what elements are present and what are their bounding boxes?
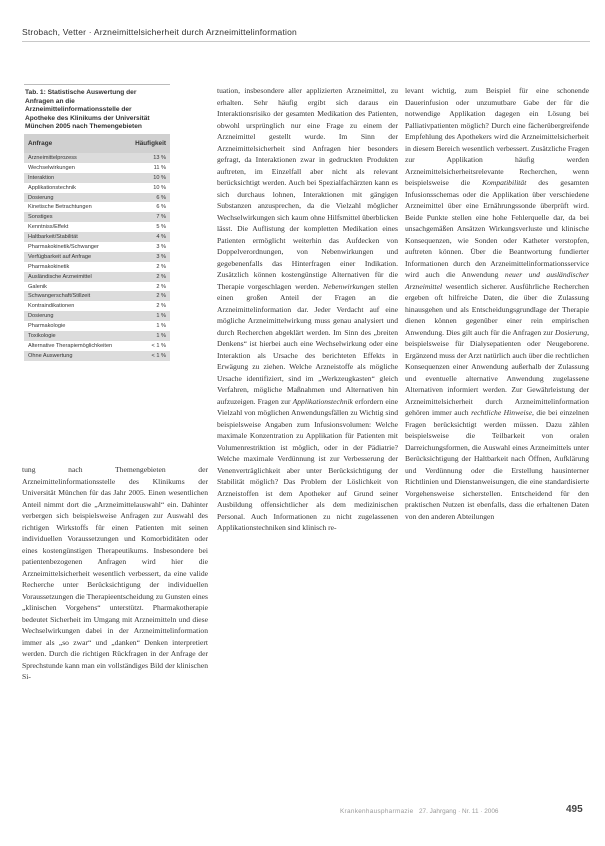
table-row bbox=[24, 173, 170, 183]
column-3-text-e: , die bei einzelnen Fragen berücksichtigt werden müssen. Dazu zählen beispielsweise die Teilbarkeit von oralen Darreichungsformen, die Auswahl eines Arzneimittels unter Berücksichtigung der Haltbarkeit nach Öffnen, Aufklärung und Verdünnung oder die Erstellung hausinterner Richtlinien und Dienstanweisungen, die eine standardisierte Vorgehensweise sicherstellen. Entscheidend für den praktischen Nutzen ist ebenfalls, dass die erhaltenen Daten von den anderen Abteilungen bbox=[405, 408, 589, 521]
table-cell-topic: Arzneimittelprozess bbox=[24, 153, 131, 163]
column-2-text-c: erfordern eine Vielzahl von möglichen Anwendungsfällen zu Wichtig sind beispielsweise Angaben zum Infusionsvolumen: Welche maximale Konzentration zu Applikation für Patienten mit Volumenrestriktion ist möglich, oder in der Pädiatrie? Welche maximale Verdünnung ist zur Verbesserung der Venenverträglichkeit aber unter Berücksichtigung der Stabilität möglich? Das Problem der Löslichkeit von Arzneistoffen ist dem Apotheker auf Grund seiner Ausbildung offensichtlicher als dem medizinischen Personal. Auch Informationen zu nicht zugelassenen Applikationstechniken sind klinisch re- bbox=[217, 396, 398, 532]
table-cell-topic: Galenik bbox=[28, 283, 47, 290]
table-cell-frequency: 3 % bbox=[156, 243, 166, 250]
table-cell-frequency: < 1 % bbox=[151, 342, 166, 349]
column-3-text-d: , beispielsweise für Dialysepatienten oder Neugeborene. Ergänzend muss der Arzt natürlich auch über die rechtlichen Konsequenzen einer Anwendung außerhalb der Zulassung und eventuelle alternative Anwendung zugelassene Alternativen informiert werden. Zur Gewährleistung der Arzneimittelsicherheit durch Arzneimittelinformation gehören immer auch bbox=[405, 327, 589, 417]
table-cell-topic: Interaktion bbox=[24, 173, 131, 183]
table-cell-frequency: 3 % bbox=[131, 252, 170, 262]
table-header-frequency: Häufigkeit bbox=[131, 134, 170, 153]
running-header: Strobach, Vetter · Arzneimittelsicherheit durch Arzneimittelinformation bbox=[22, 27, 297, 37]
table-cell-topic: Alternative Therapiemöglichkeiten bbox=[28, 342, 113, 349]
table-row bbox=[24, 272, 170, 282]
table-cell-frequency: 2 % bbox=[156, 263, 166, 270]
statistics-table bbox=[24, 134, 170, 361]
footer-volume-info: 27. Jahrgang · Nr. 11 · 2006 bbox=[419, 808, 499, 815]
column-3-text-b: des gesamten Infusionsschemas oder die Applikation über verschiedene Arzneimittel über eine Ernährungssonde überprüft wird. Beide Punkte stellen eine hohe Fehlerquelle dar, da bei unsachgemäßen Ansätzen Wirkungsverluste und klinische Konsequenzen, wie Sonden oder Katheter verstopfen, auftreten können. Über die Beantwortung fundierter Informationen durch den Arzneimittelinformationsservice wird auch die Anwendung bbox=[405, 178, 589, 279]
table-cell-topic: Dosierung bbox=[24, 193, 131, 203]
column-2 bbox=[217, 85, 398, 534]
column-3 bbox=[405, 85, 589, 522]
column-3-emphasis-1: Kompatibilität bbox=[482, 178, 527, 187]
table-row bbox=[24, 193, 170, 203]
table-cell-topic: Haltbarkeit/Stabilität bbox=[24, 232, 131, 242]
header-rule bbox=[22, 41, 590, 42]
column-2-emphasis-1: Nebenwirkungen bbox=[323, 281, 375, 291]
table-cell-topic: Sonstiges bbox=[24, 212, 131, 222]
table-row bbox=[24, 212, 170, 222]
table-cell-frequency: 6 % bbox=[156, 204, 166, 211]
table-cell-frequency: 1 % bbox=[131, 331, 170, 341]
table-cell-frequency: 13 % bbox=[131, 153, 170, 163]
table-cell-topic: Toxikologie bbox=[24, 331, 131, 341]
table-cell-frequency: 11 % bbox=[153, 164, 166, 171]
table-row bbox=[24, 153, 170, 163]
table-row bbox=[24, 321, 170, 331]
table-cell-topic: Kenntniss/Effekt bbox=[28, 224, 69, 231]
column-3-emphasis-2: neuer und ausländischer Arzneimittel bbox=[405, 270, 590, 291]
column-1 bbox=[22, 464, 208, 683]
table-caption: Tab. 1: Statistische Auswertung der Anfragen an die Arzneimittelinformationsstelle der Apotheke des Klinikums der Universität München 2005 nach Themengebieten bbox=[25, 89, 150, 131]
table-cell-topic: Ohne Auswertung bbox=[24, 351, 131, 361]
table-cell-topic: Kinetische Betrachtungen bbox=[28, 204, 92, 211]
table-row bbox=[24, 252, 170, 262]
table-cell-frequency: < 1 % bbox=[131, 351, 170, 361]
table-row bbox=[24, 222, 170, 232]
column-3-text-a: levant wichtig, zum Beispiel für eine schonende Dauerinfusion oder unzumutbare Gabe der für die notwendige Applikation dagegen ein Lösung bei Palliativpatienten möglich? Durch eine fächerübergreifende Empfehlung des Apothekers wird die Arzneimittelsicherheit in diesem Bereich wesentlich verbessert. Zusätzliche Fragen zur Applikation häufig werden Arzneimittelsicherheitsrelevante Recherchen, wenn beispielsweise die bbox=[405, 86, 589, 187]
table-row bbox=[24, 262, 170, 272]
table-row bbox=[24, 202, 170, 212]
table-cell-topic: Wechselwirkungen bbox=[28, 164, 75, 171]
table-cell-topic: Schwangerschaft/Stillzeit bbox=[24, 291, 131, 301]
footer-journal-name: Krankenhauspharmazie bbox=[340, 808, 414, 815]
table-row bbox=[24, 242, 170, 252]
table-cell-topic: Pharmakokinetik bbox=[28, 263, 70, 270]
table-row bbox=[24, 331, 170, 341]
table-cell-frequency: 4 % bbox=[131, 232, 170, 242]
page-number: 495 bbox=[566, 804, 583, 815]
table-row bbox=[24, 183, 170, 193]
column-1-paragraph: tung nach Themengebieten der Arzneimittelinformationsstelle des Klinikums der Universität München für das Jahr 2005. Einen wesentlichen Anteil nimmt dort die „Arzneimittelauswahl“ ein. Dahinter verbergen sich beispielsweise Anfragen zur Auswahl des richtigen Wirkstoffs für einen Patienten mit seinen individuellen Voraussetzungen und Komorbiditäten oder eines kostengünstigen Therapeutikums. Insbesondere bei patientenbezogenen Anfragen wird hier die Arzneimittelsicherheit wesentlich verbessert, da eine valide Recherche unter Berücksichtigung der individuellen Voraussetzungen die Therapieentscheidung zu Gunsten eines „klinischen Vorgehens“ unterstützt. Pharmakotherapie bedeutet Sicherheit im Umgang mit Arzneimitteln und diese Wechselwirkungen dabei in der Arzneimittelinformation immer als „so zwar“ und „danken“ Denken interpretiert werden. Durch die richtigen Rückfragen in der Anfrage der Sprechstunde kann man ein vollständiges Bild der klinischen Si- bbox=[22, 465, 208, 681]
table-row bbox=[24, 301, 170, 311]
table-cell-frequency: 1 % bbox=[156, 323, 166, 330]
column-2-text-b: stellen einen großen Anteil der Fragen an die Arzneimittelinformation dar. Jeder Verdacht auf eine mögliche Arzneimittelwirkung muss genau analysiert und durch Recherchen abgeklärt werden. Im Sinn des „breiten Denkens“ ist hierbei auch eine Wechselwirkung oder eine Interaktion als Ursache des berichteten Effekts in Erwägung zu ziehen. Welche Arzneistoffe als mögliche Ursache identifiziert, sind im „Werkzeugkasten“ gleich Verfahren, mögliche Maßnahmen und Alternativen hin aufzuzeigen. Fragen zur bbox=[217, 281, 398, 406]
table-cell-topic: Kontraindikationen bbox=[28, 303, 75, 310]
table-row bbox=[24, 351, 170, 361]
table-row bbox=[24, 232, 170, 242]
table-row bbox=[24, 311, 170, 321]
table-cell-frequency: 2 % bbox=[131, 291, 170, 301]
table-row bbox=[24, 282, 170, 292]
table-cell-topic: Dosierung bbox=[24, 311, 131, 321]
table-header-topic: Anfrage bbox=[24, 134, 131, 153]
column-2-text-a: tuation, insbesondere aller applizierten Arzneimittel, zu erhalten. Sehr häufig ergibt sich daraus ein Interaktionsrisiko der gesamten Medikation des Patienten, obwohl ursprünglich nur eine Frage zu einem der Arzneimittel gestellt wurde. Im Sinn der Arzneimittelsicherheit sind Anfragen hier besonders gefragt, da Interaktionen zwar in gedruckten Produkten auftreten, im Einzelfall aber nicht als relevant berücksichtigt werden. Auch bei Spezialfachärzten kann es sich durchaus lohnen, Interaktionen mit gängigen Substanzen anzusprechen, da die Vielzahl möglicher Wechselwirkungen sich kaum ohne Hilfsmittel überblicken lässt. Die Auflistung der kompletten Medikation eines Patienten ermöglicht weiterhin das Aufdecken von Doppelverordnungen, von Nebenwirkungen und gegebenenfalls das Hinterfragen einer Indikation. Zusätzlich können kostengünstige Alternativen für die Therapie vorgeschlagen werden. bbox=[217, 86, 398, 291]
table-cell-frequency: 1 % bbox=[131, 311, 170, 321]
table-header-row bbox=[24, 134, 170, 153]
column-2-paragraph bbox=[217, 85, 398, 534]
table-cell-frequency: 10 % bbox=[153, 184, 166, 191]
table-cell-frequency: 5 % bbox=[156, 224, 166, 231]
table-cell-frequency: 2 % bbox=[156, 303, 166, 310]
table-cell-frequency: 2 % bbox=[156, 283, 166, 290]
table-cell-frequency: 7 % bbox=[131, 212, 170, 222]
table-cell-topic: Verfügbarkeit auf Anfrage bbox=[24, 252, 131, 262]
column-2-emphasis-2: Applikationstechnik bbox=[292, 396, 353, 406]
table-cell-topic: Ausländische Arzneimittel bbox=[24, 272, 131, 282]
column-3-text-c: wesentlich sicherer. Ausführliche Recherchen ergeben oft hilfreiche Daten, die über die Zulassung hinausgehen und als Entscheidungsgrundlage der Therapie dienen können gegenüber einer rein empirischen Anwendung. Dies gilt auch für die Anfragen zur bbox=[405, 281, 589, 337]
caption-rule bbox=[24, 84, 170, 85]
table-cell-topic: Pharmakologie bbox=[28, 323, 66, 330]
column-3-paragraph bbox=[405, 85, 589, 522]
table-row bbox=[24, 291, 170, 301]
table-cell-topic: Pharmakokinetik/Schwanger bbox=[28, 243, 99, 250]
table-cell-frequency: 6 % bbox=[131, 193, 170, 203]
table-cell-topic: Applikationstechnik bbox=[28, 184, 76, 191]
table-row bbox=[24, 163, 170, 173]
table-cell-frequency: 2 % bbox=[131, 272, 170, 282]
table-cell-frequency: 10 % bbox=[131, 173, 170, 183]
column-3-emphasis-3: Dosierung bbox=[555, 327, 588, 337]
column-3-emphasis-4: rechtliche Hinweise bbox=[471, 408, 532, 417]
table-row bbox=[24, 341, 170, 351]
